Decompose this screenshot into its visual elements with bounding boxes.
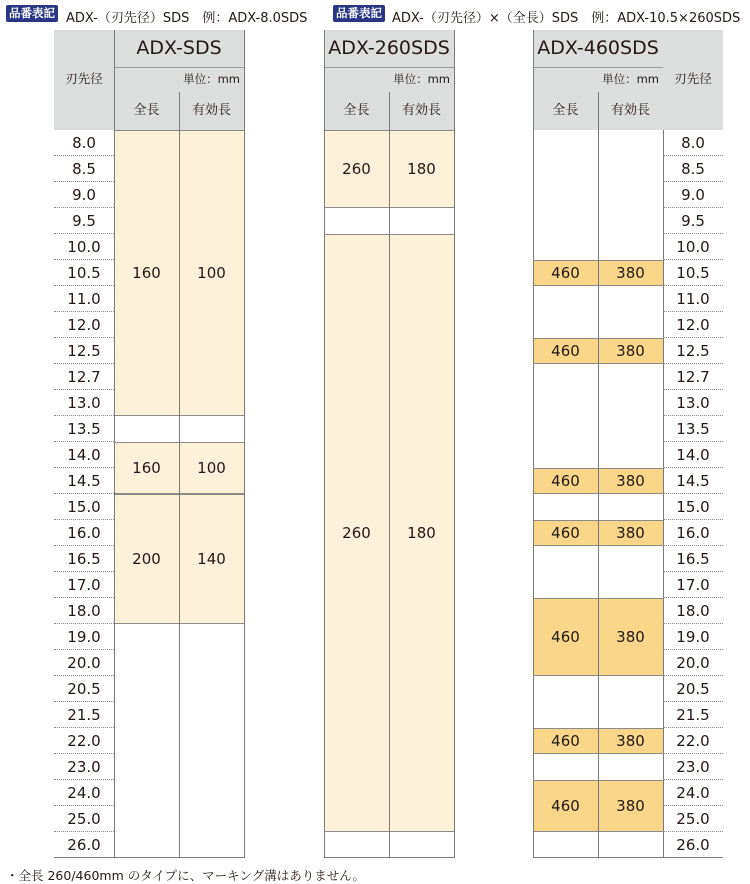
col-header-total: 全長 [324, 92, 389, 130]
total-length-cell: 160 [114, 130, 179, 416]
size-cell: 12.7 [54, 364, 114, 390]
size-header-right [663, 30, 723, 130]
effective-length-cell: 380 [598, 520, 663, 546]
total-length-cell: 200 [114, 494, 179, 624]
size-cell: 12.0 [663, 312, 723, 338]
size-cell: 12.7 [663, 364, 723, 390]
total-length-cell: 260 [324, 130, 389, 208]
size-cell: 26.0 [663, 832, 723, 858]
total-length-cell: 460 [533, 780, 598, 832]
panel-border-left [533, 30, 534, 858]
unit-label: 単位：mm [533, 68, 663, 92]
unit-label: 単位：mm [114, 68, 244, 92]
size-cell: 17.0 [663, 572, 723, 598]
size-cell: 14.0 [54, 442, 114, 468]
size-header-label: 刃先径 [65, 71, 103, 86]
size-cell: 25.0 [54, 806, 114, 832]
size-cell: 22.0 [54, 728, 114, 754]
size-cell: 20.0 [663, 650, 723, 676]
size-cell: 19.0 [663, 624, 723, 650]
column-divider [179, 92, 180, 858]
panel-border-left [324, 30, 325, 858]
column-divider [389, 92, 390, 858]
size-cell: 21.5 [663, 702, 723, 728]
size-cell: 12.5 [54, 338, 114, 364]
effective-length-cell: 100 [179, 442, 244, 494]
size-cell: 23.0 [54, 754, 114, 780]
size-cell: 19.0 [54, 624, 114, 650]
table-adx-sds [114, 30, 244, 858]
total-length-cell: 460 [533, 468, 598, 494]
effective-length-cell: 180 [389, 234, 454, 832]
size-cell: 16.0 [663, 520, 723, 546]
size-cell: 9.0 [54, 182, 114, 208]
size-cell: 26.0 [54, 832, 114, 858]
size-cell: 24.0 [663, 780, 723, 806]
size-cell: 15.0 [663, 494, 723, 520]
col-header-total: 全長 [533, 92, 598, 130]
notation-badge: 品番表記 [333, 5, 385, 22]
size-cell: 18.0 [663, 598, 723, 624]
size-cell: 22.0 [663, 728, 723, 754]
size-cell: 20.0 [54, 650, 114, 676]
column-divider [598, 92, 599, 858]
size-cell: 10.5 [663, 260, 723, 286]
product-title: ADX-460SDS [533, 30, 663, 68]
notation-format: ADX-（刃先径）SDS 例：ADX-8.0SDS [66, 11, 308, 26]
size-header-label: 刃先径 [674, 71, 712, 86]
size-cell: 11.0 [663, 286, 723, 312]
notation-badge: 品番表記 [6, 5, 58, 22]
effective-length-cell: 380 [598, 468, 663, 494]
col-header-effective: 有効長 [598, 92, 663, 130]
effective-length-cell: 180 [389, 130, 454, 208]
size-cell: 20.5 [54, 676, 114, 702]
size-cell: 13.0 [54, 390, 114, 416]
size-cell: 9.5 [663, 208, 723, 234]
panel-border-right [244, 30, 245, 858]
total-length-cell: 460 [533, 338, 598, 364]
effective-length-cell: 140 [179, 494, 244, 624]
effective-length-cell: 380 [598, 780, 663, 832]
size-cell: 12.0 [54, 312, 114, 338]
size-cell: 10.5 [54, 260, 114, 286]
size-cell: 24.0 [54, 780, 114, 806]
panel-border-right [454, 30, 455, 858]
size-header-left [54, 30, 114, 130]
effective-length-cell: 380 [598, 338, 663, 364]
total-length-cell: 460 [533, 728, 598, 754]
table-adx-460sds [533, 30, 663, 858]
size-cell: 21.5 [54, 702, 114, 728]
table-adx-260sds [324, 30, 454, 858]
col-header-effective: 有効長 [389, 92, 454, 130]
product-title: ADX-260SDS [324, 30, 454, 68]
size-cell: 25.0 [663, 806, 723, 832]
size-cell: 8.5 [663, 156, 723, 182]
size-cell: 15.0 [54, 494, 114, 520]
size-cell: 14.5 [54, 468, 114, 494]
product-title: ADX-SDS [114, 30, 244, 68]
size-cell: 9.0 [663, 182, 723, 208]
size-cell: 10.0 [663, 234, 723, 260]
total-length-cell: 260 [324, 234, 389, 832]
size-cell: 8.0 [663, 130, 723, 156]
footer-note: ・全長 260/460mm のタイプに、マーキング溝はありません。 [6, 868, 365, 883]
total-length-cell: 460 [533, 260, 598, 286]
notation-format: ADX-（刃先径）×（全長）SDS 例：ADX-10.5×260SDS [392, 11, 741, 26]
size-cell: 8.5 [54, 156, 114, 182]
size-cell: 18.0 [54, 598, 114, 624]
size-cell: 20.5 [663, 676, 723, 702]
size-cell: 12.5 [663, 338, 723, 364]
size-column-left [54, 130, 114, 858]
effective-length-cell: 380 [598, 598, 663, 676]
unit-label: 単位：mm [324, 68, 454, 92]
size-cell: 17.0 [54, 572, 114, 598]
total-length-cell: 460 [533, 520, 598, 546]
size-cell: 11.0 [54, 286, 114, 312]
size-cell: 23.0 [663, 754, 723, 780]
size-cell: 9.5 [54, 208, 114, 234]
total-length-cell: 460 [533, 598, 598, 676]
size-cell: 16.5 [54, 546, 114, 572]
size-cell: 8.0 [54, 130, 114, 156]
total-length-cell: 160 [114, 442, 179, 494]
panel-border-left [114, 30, 115, 858]
effective-length-cell: 380 [598, 728, 663, 754]
effective-length-cell: 100 [179, 130, 244, 416]
size-cell: 14.5 [663, 468, 723, 494]
size-cell: 10.0 [54, 234, 114, 260]
col-header-total: 全長 [114, 92, 179, 130]
size-cell: 13.0 [663, 390, 723, 416]
size-cell: 16.5 [663, 546, 723, 572]
col-header-effective: 有効長 [179, 92, 244, 130]
size-cell: 13.5 [663, 416, 723, 442]
size-column-right [663, 130, 723, 858]
size-cell: 13.5 [54, 416, 114, 442]
effective-length-cell: 380 [598, 260, 663, 286]
size-cell: 14.0 [663, 442, 723, 468]
size-cell: 16.0 [54, 520, 114, 546]
